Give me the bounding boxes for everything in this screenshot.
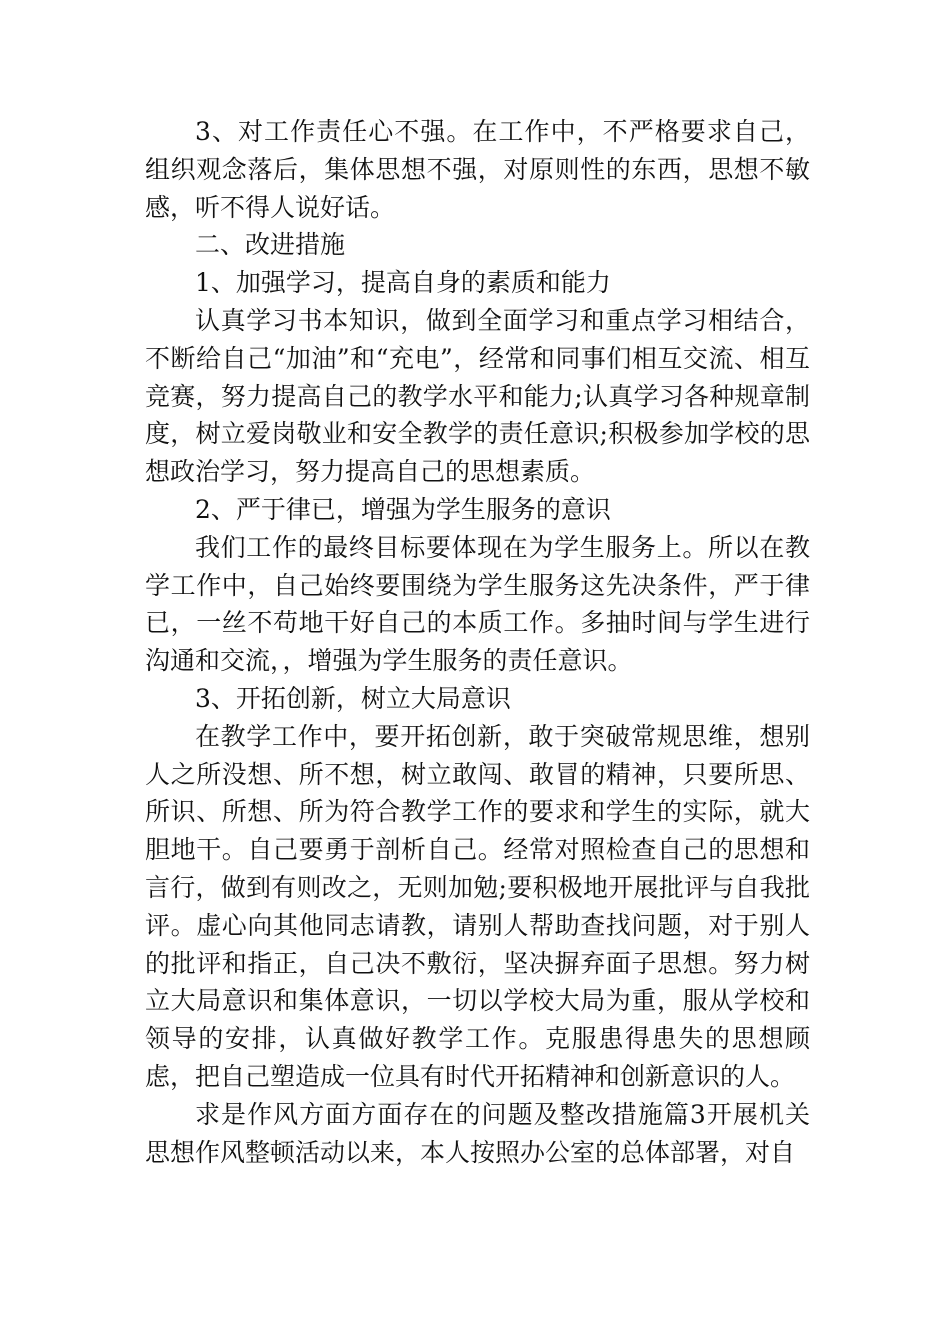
paragraph-measure-2: 我们工作的最终目标要体现在为学生服务上。所以在教学工作中，自己始终要围绕为学生服务这先决条件，严于律已，一丝不苟地干好自己的本质工作。多抽时间与学生进行沟通和交流，，增强为学生服务的责任意识。 [145,532,810,676]
paragraph-measure-1: 认真学习书本知识，做到全面学习和重点学习相结合，不断给自己“加油”和“充电”，经常和同事们相互交流、相互竞赛，努力提高自己的教学水平和能力;认真学习各种规章制度，树立爱岗敬业和安全教学的责任意识;积极参加学校的思想政治学习，努力提高自己的思想素质。 [145,305,810,487]
paragraph-next-article: 求是作风方面方面存在的问题及整改措施篇3开展机关思想作风整顿活动以来，本人按照办公室的总体部署，对自 [145,1099,810,1167]
subheading-measure-2: 2、严于律已，增强为学生服务的意识 [195,494,611,524]
document-body [145,113,810,1171]
paragraph-measure-3: 在教学工作中，要开拓创新，敢于突破常规思维，想别人之所没想、所不想，树立敢闯、敢冒的精神，只要所思、所识、所想、所为符合教学工作的要求和学生的实际，就大胆地干。自己要勇于剖析自己。经常对照检查自己的思想和言行，做到有则改之，无则加勉;要积极地开展批评与自我批评。虚心向其他同志请教，请别人帮助查找问题，对于别人的批评和指正，自己决不敷衍，坚决摒弃面子思想。努力树立大局意识和集体意识，一切以学校大局为重，服从学校和领导的安排，认真做好教学工作。克服患得患失的思想顾虑，把自己塑造成一位具有时代开拓精神和创新意识的人。 [145,721,810,1091]
paragraph-problem-3: 3、对工作责任心不强。在工作中，不严格要求自己，组织观念落后，集体思想不强，对原则性的东西，思想不敏感，听不得人说好话。 [145,117,810,222]
section-heading-improvement-measures: 二、改进措施 [195,230,346,260]
subheading-measure-3: 3、开拓创新，树立大局意识 [195,683,511,713]
subheading-measure-1: 1、加强学习，提高自身的素质和能力 [195,268,611,298]
